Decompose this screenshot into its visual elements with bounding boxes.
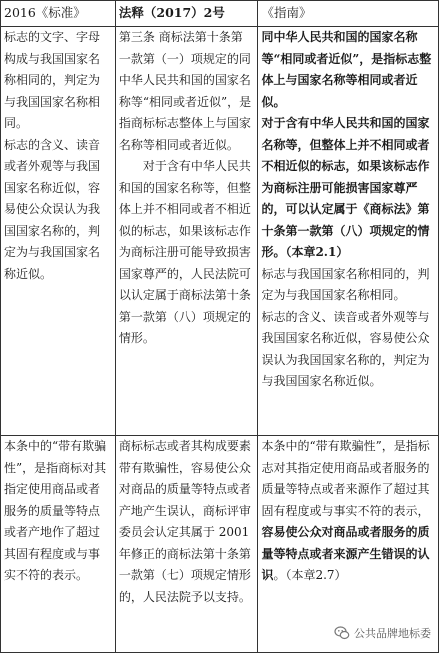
row1-guide-para-1: 同中华人民共和国的国家名称等“相同或者近似”，是指标志整体上与国家名称等相同或者近似。 (261, 30, 432, 109)
row2-guide-cell (258, 436, 439, 653)
row2-guide-text: 本条中的“带有欺骗性”，是指标志对其指定使用商品或者服务的质量等特点或者来源作了超过其固有程度或与事实不符的表示， (261, 439, 430, 518)
row1-guide-para-4: 标志的含义、读音或者外观等与我国国家名称近似，容易使公众误认为我国国家名称的，判定为与我国国家名称近似。 (261, 309, 430, 388)
row1-standard-para-2: 标志的含义、读音或者外观等与我国国家名称近似，容易使公众误认为我国国家名称的，判定为与我国国家名称近似。 (4, 137, 101, 281)
row2-guide-tail: 。（本章2.7） (273, 568, 347, 582)
row1-guide-cell (258, 27, 439, 436)
row2-standard-cell: 本条中的“带有欺骗性”，是指商标对其指定使用商品或者服务的质量等特点或者产地作了超过其固有程度或与事实不符的表示。 (1, 436, 116, 653)
row1-interpretation-para-1: 第三条 商标法第十条第一款第（一）项规定的同中华人民共和国的国家名称等“相同或者近似”，是指商标标志整体上与国家名称等相同或者近似。 (118, 30, 252, 152)
table-row (1, 27, 439, 436)
row1-standard-cell (1, 27, 116, 436)
watermark (331, 624, 434, 642)
header-guide: 《指南》 (258, 1, 439, 27)
table-header-row (1, 1, 439, 27)
header-judicial-interpretation: 法释（2017）2号 (115, 1, 258, 27)
row2-interpretation-cell: 商标标志或者其构成要素带有欺骗性，容易使公众对商品的质量等特点或者产地产生误认，商标评审委员会认定其属于 2001 年修正的商标法第十条第一款第（七）项规定情形的，人民法院予以支持。 (115, 436, 258, 653)
row2-guide-bold-text: 容易使公众对商品或者服务的质量等特点或者来源产生错误的认识 (261, 525, 430, 582)
row1-standard-para-1: 标志的文字、字母构成与我国国家名称相同的，判定为与我国国家名称相同。 (4, 30, 101, 130)
row1-guide-para-3: 标志与我国国家名称相同的，判定为与我国国家名称相同。 (261, 266, 430, 302)
watermark-text: 公共品牌地标委 (354, 627, 431, 640)
table-row (1, 436, 439, 653)
row1-guide-para-2: 对于含有中华人民共和国的国家名称等，但整体上并不相同或者不相近似的标志，如果该标志作为商标注册可能损害国家尊严的，可以认定属于《商标法》第十条第一款第（八）项规定的情形。（本章2.1） (261, 116, 430, 259)
row1-interpretation-cell (115, 27, 258, 436)
wechat-logo-icon (334, 625, 350, 641)
header-standard-2016: 2016《标准》 (1, 1, 116, 27)
row1-interpretation-para-2: 对于含有中华人民共和国的国家名称等，但整体上并不相同或者不相近似的标志，如果该标志作为商标注册可能导致损害国家尊严的，人民法院可以认定属于商标法第十条第一款第（八）项规定的情形。 (118, 159, 251, 345)
